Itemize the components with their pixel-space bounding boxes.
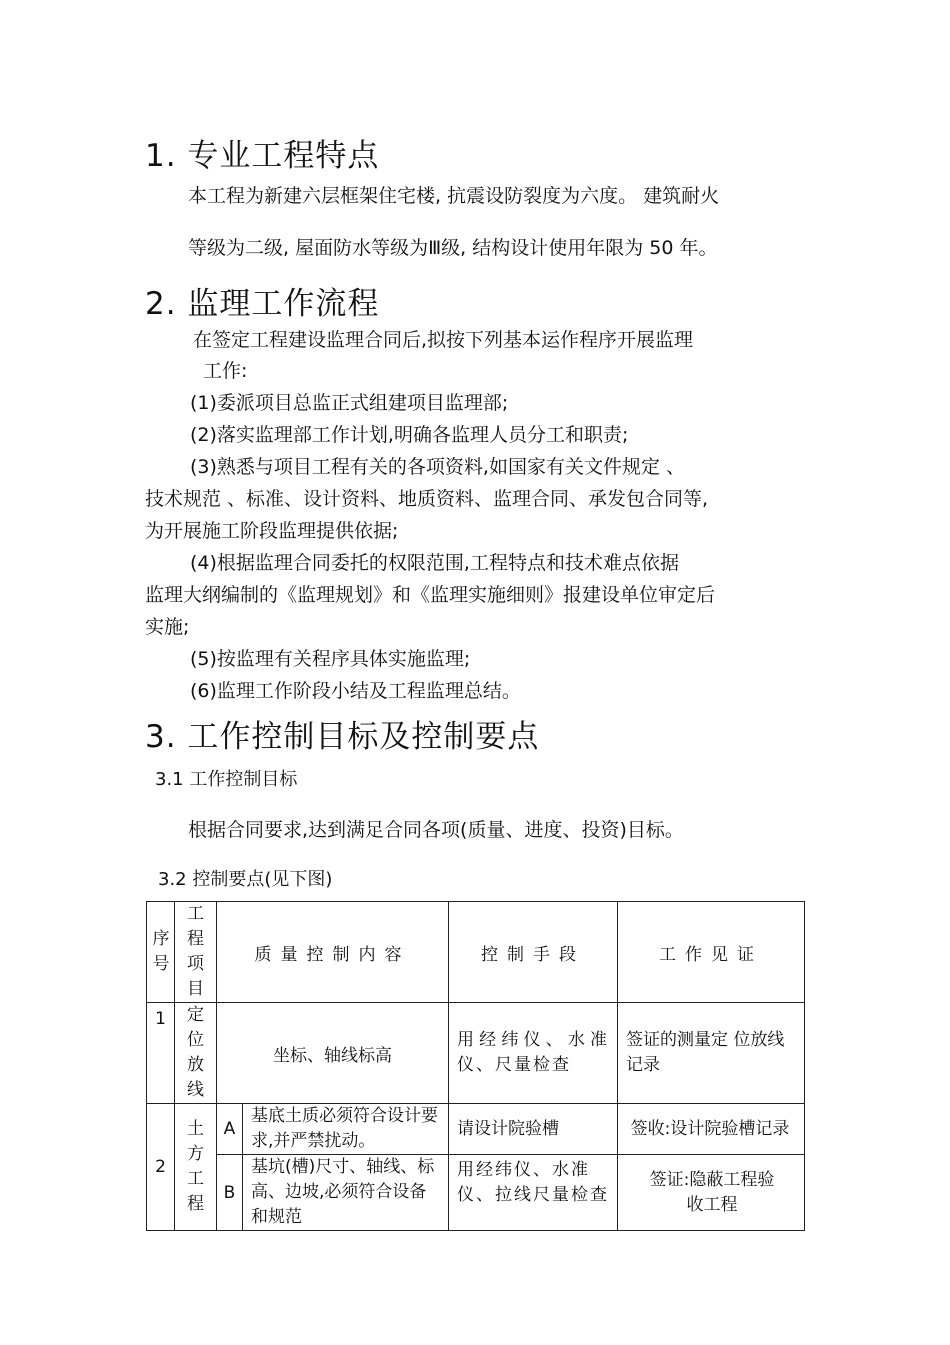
control-points-table	[146, 901, 805, 1231]
section-2-line-10: 实施;	[145, 616, 190, 638]
section-1-line-1: 本工程为新建六层框架住宅楼, 抗震设防裂度为六度。 建筑耐火	[188, 185, 720, 207]
subsection-3-2-heading: 3.2 控制要点(见下图)	[158, 869, 333, 890]
section-3-heading: 3. 工作控制目标及控制要点	[145, 719, 540, 755]
section-2-line-9: 监理大纲编制的《监理规划》和《监理实施细则》报建设单位审定后	[145, 584, 716, 606]
row-1-means: 用经纬仪、水准仪、尺量检查	[449, 1003, 618, 1104]
header-item: 工程项目	[175, 902, 217, 1003]
row-2b-means: 用经纬仪、水准仪、拉线尺量检查	[449, 1155, 618, 1231]
row-1-seq: 1	[147, 1003, 175, 1104]
subsection-3-1-heading: 3.1 工作控制目标	[155, 769, 298, 790]
row-2a-means: 请设计院验槽	[449, 1104, 618, 1155]
table-header-row	[147, 902, 805, 1003]
row-2-seq: 2	[147, 1104, 175, 1231]
row-2a-evidence: 签收:设计院验槽记录	[618, 1104, 805, 1155]
section-2-heading: 2. 监理工作流程	[145, 286, 380, 322]
section-1-heading: 1. 专业工程特点	[145, 138, 380, 174]
subsection-3-1-text: 根据合同要求,达到满足合同各项(质量、进度、投资)目标。	[188, 819, 684, 841]
section-2-line-8: (4)根据监理合同委托的权限范围,工程特点和技术难点依据	[190, 552, 679, 574]
section-1-line-2: 等级为二级, 屋面防水等级为Ⅲ级, 结构设计使用年限为 50 年。	[188, 237, 718, 259]
row-2a-content: 基底土质必须符合设计要求,并严禁扰动。	[243, 1104, 449, 1155]
section-2-line-5: (3)熟悉与项目工程有关的各项资料,如国家有关文件规定 、	[190, 456, 685, 478]
section-2-line-3: (1)委派项目总监正式组建项目监理部;	[190, 392, 509, 414]
section-2-line-7: 为开展施工阶段监理提供依据;	[145, 520, 399, 542]
section-2-line-6: 技术规范 、标准、设计资料、地质资料、监理合同、承发包合同等,	[145, 488, 709, 510]
header-content: 质量控制内容	[217, 902, 449, 1003]
row-1-content: 坐标、轴线标高	[217, 1003, 449, 1104]
row-1-evidence: 签证的测量定 位放线记录	[618, 1003, 805, 1104]
row-2-item: 土方工程	[175, 1104, 217, 1231]
row-1-item: 定位放线	[175, 1003, 217, 1104]
table-row	[147, 1155, 805, 1231]
section-2-line-1: 在签定工程建设监理合同后,拟按下列基本运作程序开展监理	[193, 329, 694, 351]
header-evidence: 工作见证	[618, 902, 805, 1003]
row-2a-label: A	[217, 1104, 243, 1155]
header-seq: 序号	[147, 902, 175, 1003]
section-2-line-2: 工作:	[203, 360, 248, 382]
table-row	[147, 1003, 805, 1104]
row-2b-content: 基坑(槽)尺寸、轴线、标高、边坡,必须符合设备和规范	[243, 1155, 449, 1231]
row-2b-label: B	[217, 1155, 243, 1231]
section-2-line-4: (2)落实监理部工作计划,明确各监理人员分工和职责;	[190, 424, 629, 446]
section-2-line-11: (5)按监理有关程序具体实施监理;	[190, 648, 471, 670]
row-2b-evidence: 签证:隐蔽工程验收工程	[618, 1155, 805, 1231]
header-means: 控制手段	[449, 902, 618, 1003]
table-row	[147, 1104, 805, 1155]
section-2-line-12: (6)监理工作阶段小结及工程监理总结。	[190, 680, 521, 702]
